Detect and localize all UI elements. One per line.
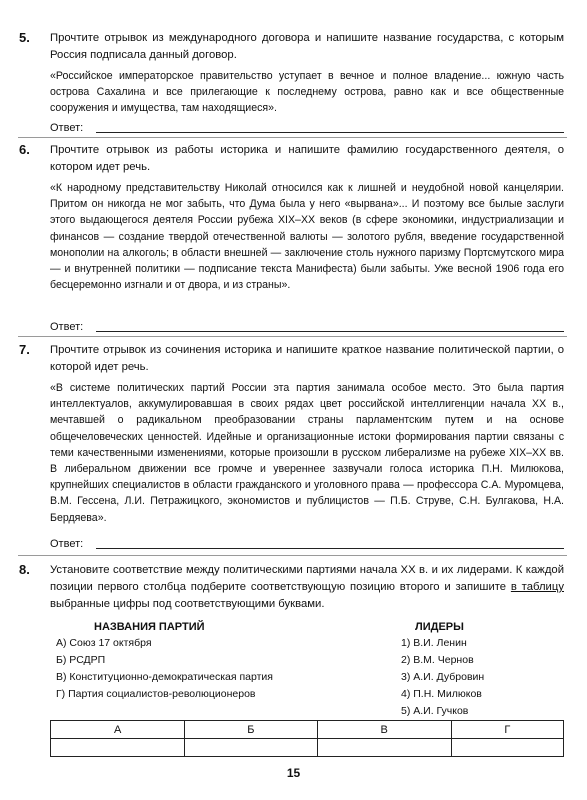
- task-number: 8.: [19, 562, 30, 577]
- answer-cell-v[interactable]: [317, 739, 451, 757]
- party-item: Б) РСДРП: [56, 654, 106, 666]
- answer-cell-b[interactable]: [185, 739, 317, 757]
- answer-label: Ответ:: [50, 321, 84, 333]
- divider: [18, 336, 567, 337]
- task-prompt: Прочтите отрывок из международного договора и напишите название государства, с которым Россия подписала данный договор.: [50, 32, 564, 61]
- task-number: 6.: [19, 142, 30, 157]
- task-quote: «К народному представительству Николай относился как к лишней и неудобной новой канцелярии. Притом он никогда не мог забыть, что Дума была у него «вырвана»... И поэтому все былые заслуги этого выдающегося деятеля России рубежа XIX–XX веков (в сфере экономики, индустриализации и финансов — создание твердой отечественной валюты — золотого рубля, введение государственной монополии на алкоголь; в области внешней — заключение столь нужного паризму Портсмутского мира — и внутренней политики — подписание текста Манифеста) были забыты. Уже весной 1906 года его бесцеремонно изгнали и от двора, и из страны».: [50, 182, 564, 292]
- prompt-text-start: Установите соответствие между политическими партиями начала XX в. и их лидерами. К каждой позиции первого столбца подберите соответствующую позицию второго и запишите: [50, 564, 564, 593]
- answer-table: [50, 720, 564, 757]
- task-quote: «Российское императорское правительство уступает в вечное и полное владение... южную часть острова Сахалина и все прилегающие к последнему острова, равно как и все общественные сооружения и имущества, там находящиеся».: [50, 70, 564, 115]
- page-number: 15: [286, 766, 301, 780]
- column-v-header: В: [317, 721, 451, 739]
- party-item: А) Союз 17 октября: [56, 637, 152, 649]
- answer-line[interactable]: [96, 331, 564, 332]
- answer-table-header-row: [51, 721, 564, 739]
- leader-item: 5) А.И. Гучков: [401, 705, 469, 717]
- leaders-header: ЛИДЕРЫ: [415, 621, 464, 633]
- leader-item: 4) П.Н. Милюков: [401, 688, 482, 700]
- answer-field[interactable]: [50, 120, 564, 136]
- column-b-header: Б: [185, 721, 317, 739]
- column-a-header: А: [51, 721, 185, 739]
- leader-item: 3) А.И. Дубровин: [401, 671, 485, 683]
- task-number: 7.: [19, 342, 30, 357]
- leader-item: 2) В.М. Чернов: [401, 654, 474, 666]
- task-prompt: Прочтите отрывок из работы историка и напишите фамилию государственного деятеля, о котором идет речь.: [50, 144, 564, 173]
- divider: [18, 137, 567, 138]
- answer-line[interactable]: [96, 548, 564, 549]
- answer-cell-g[interactable]: [451, 739, 563, 757]
- prompt-text-end: выбранные цифры под соответствующими буквами.: [50, 598, 325, 610]
- divider: [18, 555, 567, 556]
- table-link[interactable]: в таблицу: [510, 581, 564, 593]
- task-prompt: Прочтите отрывок из сочинения историка и напишите краткое название политической партии, о которой идет речь.: [50, 344, 564, 373]
- answer-table-input-row: [51, 739, 564, 757]
- column-g-header: Г: [451, 721, 563, 739]
- task-prompt: [50, 562, 564, 613]
- party-item: Г) Партия социалистов-революционеров: [56, 688, 256, 700]
- answer-label: Ответ:: [50, 538, 84, 550]
- answer-label: Ответ:: [50, 122, 84, 134]
- answer-field[interactable]: [50, 319, 564, 335]
- parties-header: НАЗВАНИЯ ПАРТИЙ: [94, 621, 205, 633]
- task-quote: «В системе политических партий России эта партия занимала особое место. Это была партия интеллектуалов, аккумулировавшая в своих рядах цвет российской интеллигенции начала XX в., мечтавшей о радикальном преобразовании страны парламентским путем и на основе общечеловеческих ценностей. Идейные и организационные истоки формирования партии связаны с теми качественными изменениями, которые произошли в русском либерализме на рубеже XIX–XX вв. В либеральном движении все громче и увереннее зазвучали голоса историка П.Н. Милюкова, крупнейших специалистов в области гражданского и уголовного права — профессора С.А. Муромцева, В.М. Гессена, Л.И. Петражицкого, экономистов и публицистов — П.Б. Струве, С.Н. Булгакова, Н.А. Бердяева».: [50, 382, 564, 524]
- answer-line[interactable]: [96, 132, 564, 133]
- answer-field[interactable]: [50, 536, 564, 552]
- task-number: 5.: [19, 30, 30, 45]
- answer-cell-a[interactable]: [51, 739, 185, 757]
- leader-item: 1) В.И. Ленин: [401, 637, 467, 649]
- party-item: В) Конституционно-демократическая партия: [56, 671, 273, 683]
